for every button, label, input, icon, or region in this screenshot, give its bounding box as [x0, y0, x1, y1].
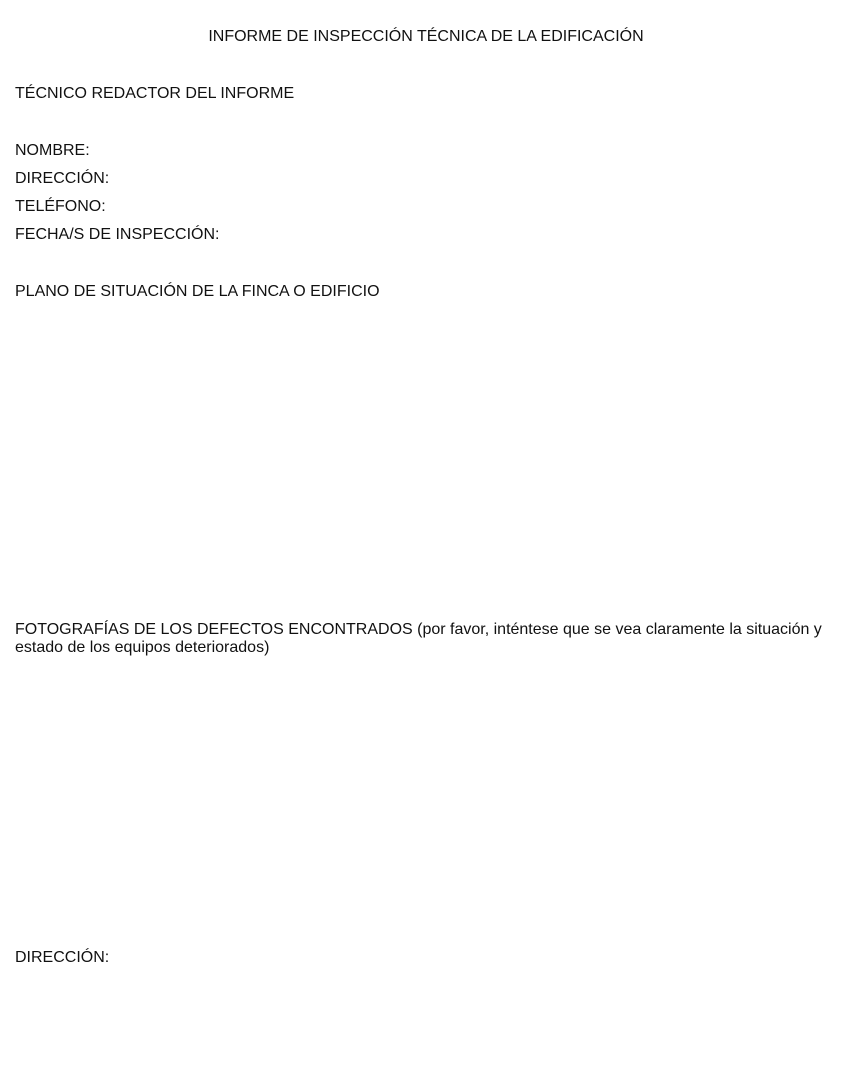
photos-paragraph [15, 621, 845, 657]
site-plan-area [15, 310, 835, 610]
bottom-direccion-label: DIRECCIÓN: [15, 949, 110, 966]
field-fechas-label: FECHA/S DE INSPECCIÓN: [15, 226, 220, 243]
site-plan-heading: PLANO DE SITUACIÓN DE LA FINCA O EDIFICIO [15, 283, 380, 300]
document-title: INFORME DE INSPECCIÓN TÉCNICA DE LA EDIFICACIÓN [208, 28, 644, 45]
field-direccion-label: DIRECCIÓN: [15, 170, 110, 187]
photos-area [15, 665, 835, 935]
field-telefono-label: TELÉFONO: [15, 198, 106, 215]
field-nombre-label: NOMBRE: [15, 142, 90, 159]
photos-heading: FOTOGRAFÍAS DE LOS DEFECTOS ENCONTRADOS [15, 621, 413, 638]
technician-heading: TÉCNICO REDACTOR DEL INFORME [15, 85, 295, 102]
photos-note: (por favor, inténtese que se vea claramente la situación y estado de los equipos deteriorados) [15, 621, 822, 656]
